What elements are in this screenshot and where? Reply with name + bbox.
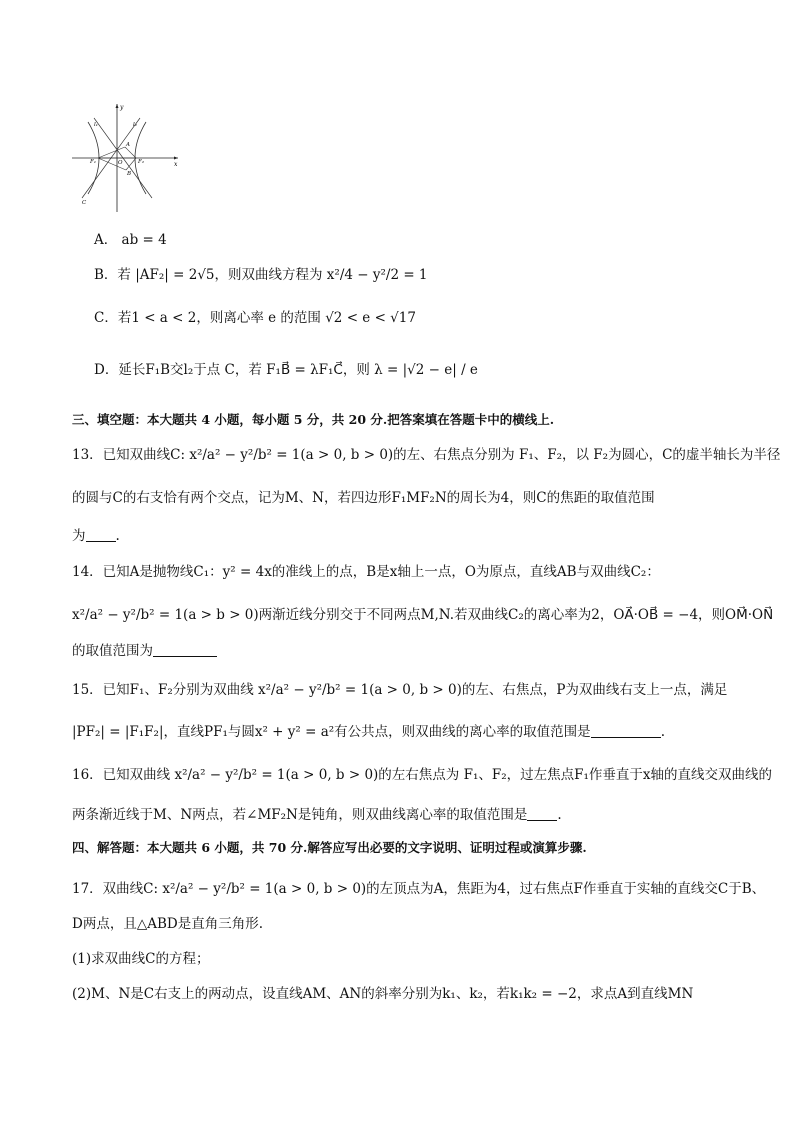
q14-line-3 <box>72 642 217 660</box>
hyperbola-figure <box>70 100 182 214</box>
q15-line-1: 15．已知F₁、F₂分别为双曲线 x²/a² − y²/b² = 1(a > 0, b > 0)的左、右焦点，P为双曲线右支上一点，满足 <box>72 682 728 698</box>
q17-line-2: D两点，且△ABD是直角三角形. <box>72 916 263 932</box>
q14-line-1: 14．已知A是抛物线C₁：y² = 4x的准线上的点，B是x轴上一点，O为原点，直线AB与双曲线C₂： <box>72 564 660 580</box>
q15-end: . <box>660 724 665 740</box>
section-3-heading: 三、填空题：本大题共 4 小题，每小题 5 分，共 20 分.把答案填在答题卡中的横线上. <box>72 412 555 427</box>
q13-answer-prefix: 为 <box>72 528 86 544</box>
q13-answer-blank[interactable] <box>86 529 116 542</box>
option-d: D．延长F₁B交l₂于点 C，若 F₁B⃗ = λF₁C⃗，则 λ = |√2 − e| / e <box>94 362 478 378</box>
q13-line-3: 为 . <box>72 528 120 544</box>
q15-line-2 <box>72 723 665 741</box>
point-b-label: B <box>127 171 132 177</box>
q17-line-1: 17．双曲线C: x²/a² − y²/b² = 1(a > 0, b > 0)的左顶点为A，焦距为4，过右焦点F作垂直于实轴的直线交C于B、 <box>72 881 766 897</box>
option-a: A． ab = 4 <box>94 232 167 248</box>
q14-line-2: x²/a² − y²/b² = 1(a > b > 0)两渐近线分别交于不同两点M,N.若双曲线C₂的离心率为2，OA⃗·OB⃗ = −4，则OM⃗·ON⃗ <box>72 607 774 623</box>
option-c: C．若1 < a < 2，则离心率 e 的范围 √2 < e < √17 <box>94 310 416 326</box>
axis-y-label: y <box>120 104 124 111</box>
section-4-heading: 四、解答题：本大题共 6 小题，共 70 分.解答应写出必要的文字说明、证明过程或演算步骤. <box>72 840 587 855</box>
q13-line-1: 13．已知双曲线C: x²/a² − y²/b² = 1(a > 0, b > 0)的左、右焦点分别为 F₁、F₂，以 F₂为圆心，C的虚半轴长为半径 <box>72 447 781 463</box>
q17-part-2: (2)M、N是C右支上的两动点，设直线AM、AN的斜率分别为k₁、k₂，若k₁k₂ = −2，求点A到直线MN <box>72 986 694 1002</box>
q15-answer-blank[interactable] <box>591 725 661 738</box>
q14-answer-blank[interactable] <box>153 644 217 657</box>
f2-label: F₂ <box>138 159 145 165</box>
axis-x-label: x <box>174 161 178 168</box>
q16-line-2 <box>72 806 562 824</box>
l2-label: l₂ <box>133 122 137 128</box>
q13-line-2: 的圆与C的右支恰有两个交点，记为M、N，若四边形F₁MF₂N的周长为4，则C的焦距的取值范围 <box>72 490 655 506</box>
point-a-label: A <box>126 142 130 148</box>
q16-line-2-text: 两条渐近线于M、N两点，若∠MF₂N是钝角，则双曲线离心率的取值范围是 <box>72 807 528 823</box>
l1-label: l₁ <box>94 122 98 128</box>
q16-line-1: 16．已知双曲线 x²/a² − y²/b² = 1(a > 0, b > 0)的左右焦点为 F₁、F₂，过左焦点F₁作垂直于x轴的直线交双曲线的 <box>72 767 773 783</box>
f1-label: F₁ <box>90 159 97 165</box>
q17-part-1: (1)求双曲线C的方程； <box>72 951 210 967</box>
point-c-label: C <box>82 200 87 206</box>
q14-answer-prefix: 的取值范围为 <box>72 643 153 659</box>
origin-label: O <box>118 160 123 166</box>
q16-answer-blank[interactable] <box>527 808 557 821</box>
q16-end: . <box>557 807 562 823</box>
option-b: B．若 |AF₂| = 2√5，则双曲线方程为 x²/4 − y²/2 = 1 <box>94 267 428 283</box>
q15-line-2-text: |PF₂| = |F₁F₂|，直线PF₁与圆x² + y² = a²有公共点，则双曲线的离心率的取值范围是 <box>72 724 591 740</box>
